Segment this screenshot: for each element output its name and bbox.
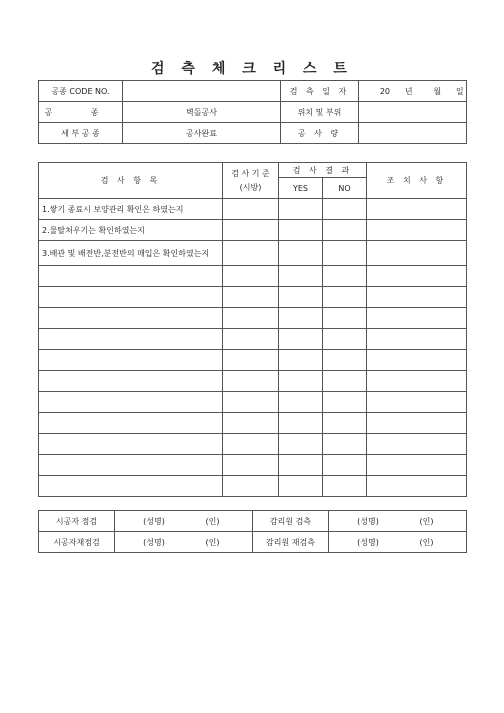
- contractor-check-signature[interactable]: [115, 511, 253, 532]
- table-row: [39, 199, 467, 220]
- standard-cell[interactable]: [223, 266, 279, 287]
- contractor-recheck-label: 시공자재점검: [39, 532, 115, 553]
- table-row: [39, 476, 467, 497]
- subtrade-label: 세 부 공 종: [39, 123, 123, 144]
- action-cell[interactable]: [367, 476, 467, 497]
- table-row: [39, 266, 467, 287]
- action-cell[interactable]: [367, 434, 467, 455]
- check-item[interactable]: [39, 476, 223, 497]
- date-year-unit: 년: [404, 86, 413, 96]
- yes-cell[interactable]: [279, 329, 323, 350]
- check-item[interactable]: [39, 392, 223, 413]
- yes-cell[interactable]: [279, 413, 323, 434]
- contractor-recheck-signature[interactable]: [115, 532, 253, 553]
- table-row: [39, 287, 467, 308]
- action-cell[interactable]: [367, 371, 467, 392]
- no-cell[interactable]: [323, 199, 367, 220]
- yes-cell[interactable]: [279, 350, 323, 371]
- table-row: [39, 241, 467, 266]
- no-cell[interactable]: [323, 329, 367, 350]
- signature-table: [38, 510, 467, 553]
- yes-cell[interactable]: [279, 476, 323, 497]
- yes-cell[interactable]: [279, 371, 323, 392]
- table-row: [39, 413, 467, 434]
- no-cell[interactable]: [323, 350, 367, 371]
- standard-cell[interactable]: [223, 413, 279, 434]
- location-value-field[interactable]: [359, 102, 467, 123]
- standard-cell[interactable]: [223, 392, 279, 413]
- date-label: 검 측 일 자: [281, 81, 359, 102]
- supervisor-check-signature[interactable]: [329, 511, 467, 532]
- code-value-field[interactable]: [123, 81, 281, 102]
- no-cell[interactable]: [323, 220, 367, 241]
- header-standard: [223, 163, 279, 199]
- check-item: 1.쌓기 종료시 보양관리 확인은 하였는지: [39, 199, 223, 220]
- supervisor-recheck-label: 감리원 재검측: [253, 532, 329, 553]
- yes-cell[interactable]: [279, 434, 323, 455]
- action-cell[interactable]: [367, 241, 467, 266]
- header-standard-line2: (시방): [239, 183, 262, 192]
- action-cell[interactable]: [367, 199, 467, 220]
- name-label: (성명): [357, 516, 379, 526]
- table-row: [39, 455, 467, 476]
- standard-cell[interactable]: [223, 371, 279, 392]
- header-action: 조 치 사 항: [367, 163, 467, 199]
- standard-cell[interactable]: [223, 241, 279, 266]
- check-item[interactable]: [39, 266, 223, 287]
- standard-cell[interactable]: [223, 287, 279, 308]
- page-title: 검 측 체 크 리 스 트: [151, 61, 353, 77]
- table-row: [39, 350, 467, 371]
- yes-cell[interactable]: [279, 266, 323, 287]
- action-cell[interactable]: [367, 392, 467, 413]
- date-year: 20: [379, 86, 390, 96]
- seal-label: (인): [419, 537, 434, 547]
- standard-cell[interactable]: [223, 476, 279, 497]
- info-table: [38, 80, 467, 144]
- quantity-label: 공 사 량: [281, 123, 359, 144]
- yes-cell[interactable]: [279, 308, 323, 329]
- name-label: (성명): [143, 537, 165, 547]
- table-row: [39, 371, 467, 392]
- check-item[interactable]: [39, 287, 223, 308]
- checklist-table: [38, 162, 467, 497]
- no-cell[interactable]: [323, 434, 367, 455]
- standard-cell[interactable]: [223, 329, 279, 350]
- no-cell[interactable]: [323, 476, 367, 497]
- standard-cell[interactable]: [223, 308, 279, 329]
- table-row: [39, 308, 467, 329]
- check-item: 2.물탈쳐우기는 확인하였는지: [39, 220, 223, 241]
- action-cell[interactable]: [367, 220, 467, 241]
- subtrade-value[interactable]: 공사완료: [123, 123, 281, 144]
- action-cell[interactable]: [367, 350, 467, 371]
- quantity-value-field[interactable]: [359, 123, 467, 144]
- supervisor-recheck-signature[interactable]: [329, 532, 467, 553]
- name-label: (성명): [357, 537, 379, 547]
- check-item: 3.배관 및 배전반,분전반의 매입은 확인하였는지: [39, 241, 223, 266]
- contractor-check-label: 시공자 점검: [39, 511, 115, 532]
- supervisor-check-label: 감리원 검측: [253, 511, 329, 532]
- header-standard-line1: 검 사 기 준: [231, 169, 270, 178]
- no-cell[interactable]: [323, 266, 367, 287]
- yes-cell[interactable]: [279, 392, 323, 413]
- standard-cell[interactable]: [223, 455, 279, 476]
- yes-cell[interactable]: [279, 241, 323, 266]
- header-no: NO: [323, 178, 367, 199]
- action-cell[interactable]: [367, 455, 467, 476]
- no-cell[interactable]: [323, 413, 367, 434]
- check-item[interactable]: [39, 329, 223, 350]
- seal-label: (인): [205, 537, 220, 547]
- check-item[interactable]: [39, 413, 223, 434]
- yes-cell[interactable]: [279, 199, 323, 220]
- yes-cell[interactable]: [279, 455, 323, 476]
- code-label: 공종 CODE NO.: [39, 81, 123, 102]
- standard-cell[interactable]: [223, 434, 279, 455]
- trade-label: 공 종: [39, 102, 123, 123]
- seal-label: (인): [205, 516, 220, 526]
- no-cell[interactable]: [323, 241, 367, 266]
- standard-cell[interactable]: [223, 220, 279, 241]
- date-month-unit: 월: [433, 86, 442, 96]
- check-item[interactable]: [39, 371, 223, 392]
- action-cell[interactable]: [367, 329, 467, 350]
- no-cell[interactable]: [323, 308, 367, 329]
- date-value-field[interactable]: [359, 81, 467, 102]
- table-row: [39, 329, 467, 350]
- standard-cell[interactable]: [223, 199, 279, 220]
- action-cell[interactable]: [367, 308, 467, 329]
- no-cell[interactable]: [323, 287, 367, 308]
- no-cell[interactable]: [323, 392, 367, 413]
- header-result: 검 사 결 과: [279, 163, 367, 178]
- seal-label: (인): [419, 516, 434, 526]
- header-yes: YES: [279, 178, 323, 199]
- yes-cell[interactable]: [279, 287, 323, 308]
- no-cell[interactable]: [323, 455, 367, 476]
- action-cell[interactable]: [367, 413, 467, 434]
- table-row: [39, 220, 467, 241]
- action-cell[interactable]: [367, 266, 467, 287]
- location-label: 위치 및 부위: [281, 102, 359, 123]
- check-item[interactable]: [39, 350, 223, 371]
- name-label: (성명): [143, 516, 165, 526]
- yes-cell[interactable]: [279, 220, 323, 241]
- table-row: [39, 392, 467, 413]
- date-day-unit: 일: [455, 86, 464, 96]
- action-cell[interactable]: [367, 287, 467, 308]
- check-item[interactable]: [39, 434, 223, 455]
- no-cell[interactable]: [323, 371, 367, 392]
- trade-value[interactable]: 벽돌공사: [123, 102, 281, 123]
- check-item[interactable]: [39, 308, 223, 329]
- table-row: [39, 434, 467, 455]
- standard-cell[interactable]: [223, 350, 279, 371]
- check-item[interactable]: [39, 455, 223, 476]
- header-item: 검 사 항 목: [39, 163, 223, 199]
